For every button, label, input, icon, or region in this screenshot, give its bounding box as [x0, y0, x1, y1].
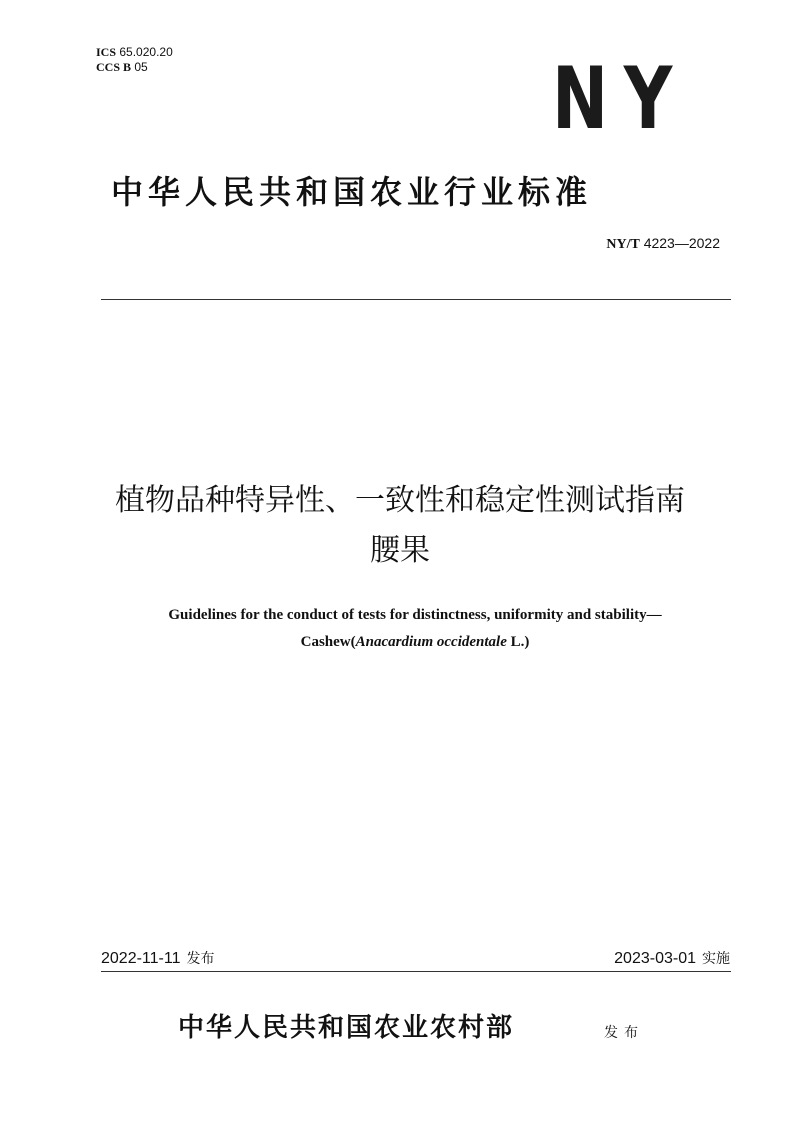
ny-logo: NY — [552, 49, 688, 149]
footer-divider — [101, 971, 731, 972]
ccs-label: CCS B — [96, 60, 132, 74]
standard-number-value: 4223—2022 — [643, 235, 720, 251]
issuing-authority-suffix: 发布 — [604, 1025, 644, 1041]
ics-label: ICS — [96, 45, 117, 59]
implement-label: 实施 — [702, 951, 730, 967]
standard-category-title: 中华人民共和国农业行业标准 — [111, 173, 593, 211]
issue-date: 2022-11-11 — [101, 950, 181, 967]
issue-date-line — [101, 949, 214, 969]
issuing-authority: 中华人民共和国农业农村部 — [178, 1013, 515, 1043]
standard-number — [606, 235, 720, 253]
ics-code-line — [96, 45, 173, 59]
ccs-code: 05 — [134, 60, 148, 74]
ccs-code-line — [96, 60, 148, 74]
implement-date-line — [614, 949, 730, 969]
standard-number-prefix: NY/T — [606, 237, 640, 252]
ics-code: 65.020.20 — [119, 45, 173, 59]
title-en-authority: L.) — [506, 634, 530, 650]
title-en-common-name: Cashew( — [300, 634, 356, 650]
title-en-line2 — [0, 630, 800, 654]
title-zh-line1: 植物品种特异性、一致性和稳定性测试指南 — [115, 483, 685, 518]
header-divider — [101, 299, 731, 300]
title-zh-line2: 腰果 — [370, 533, 430, 568]
issue-label: 发布 — [186, 951, 215, 967]
title-en-line1: Guidelines for the conduct of tests for distinctness, uniformity and stability— — [168, 607, 662, 623]
title-en-scientific-name: Anacardium occidentale — [355, 634, 507, 650]
implement-date: 2023-03-01 — [614, 950, 696, 967]
